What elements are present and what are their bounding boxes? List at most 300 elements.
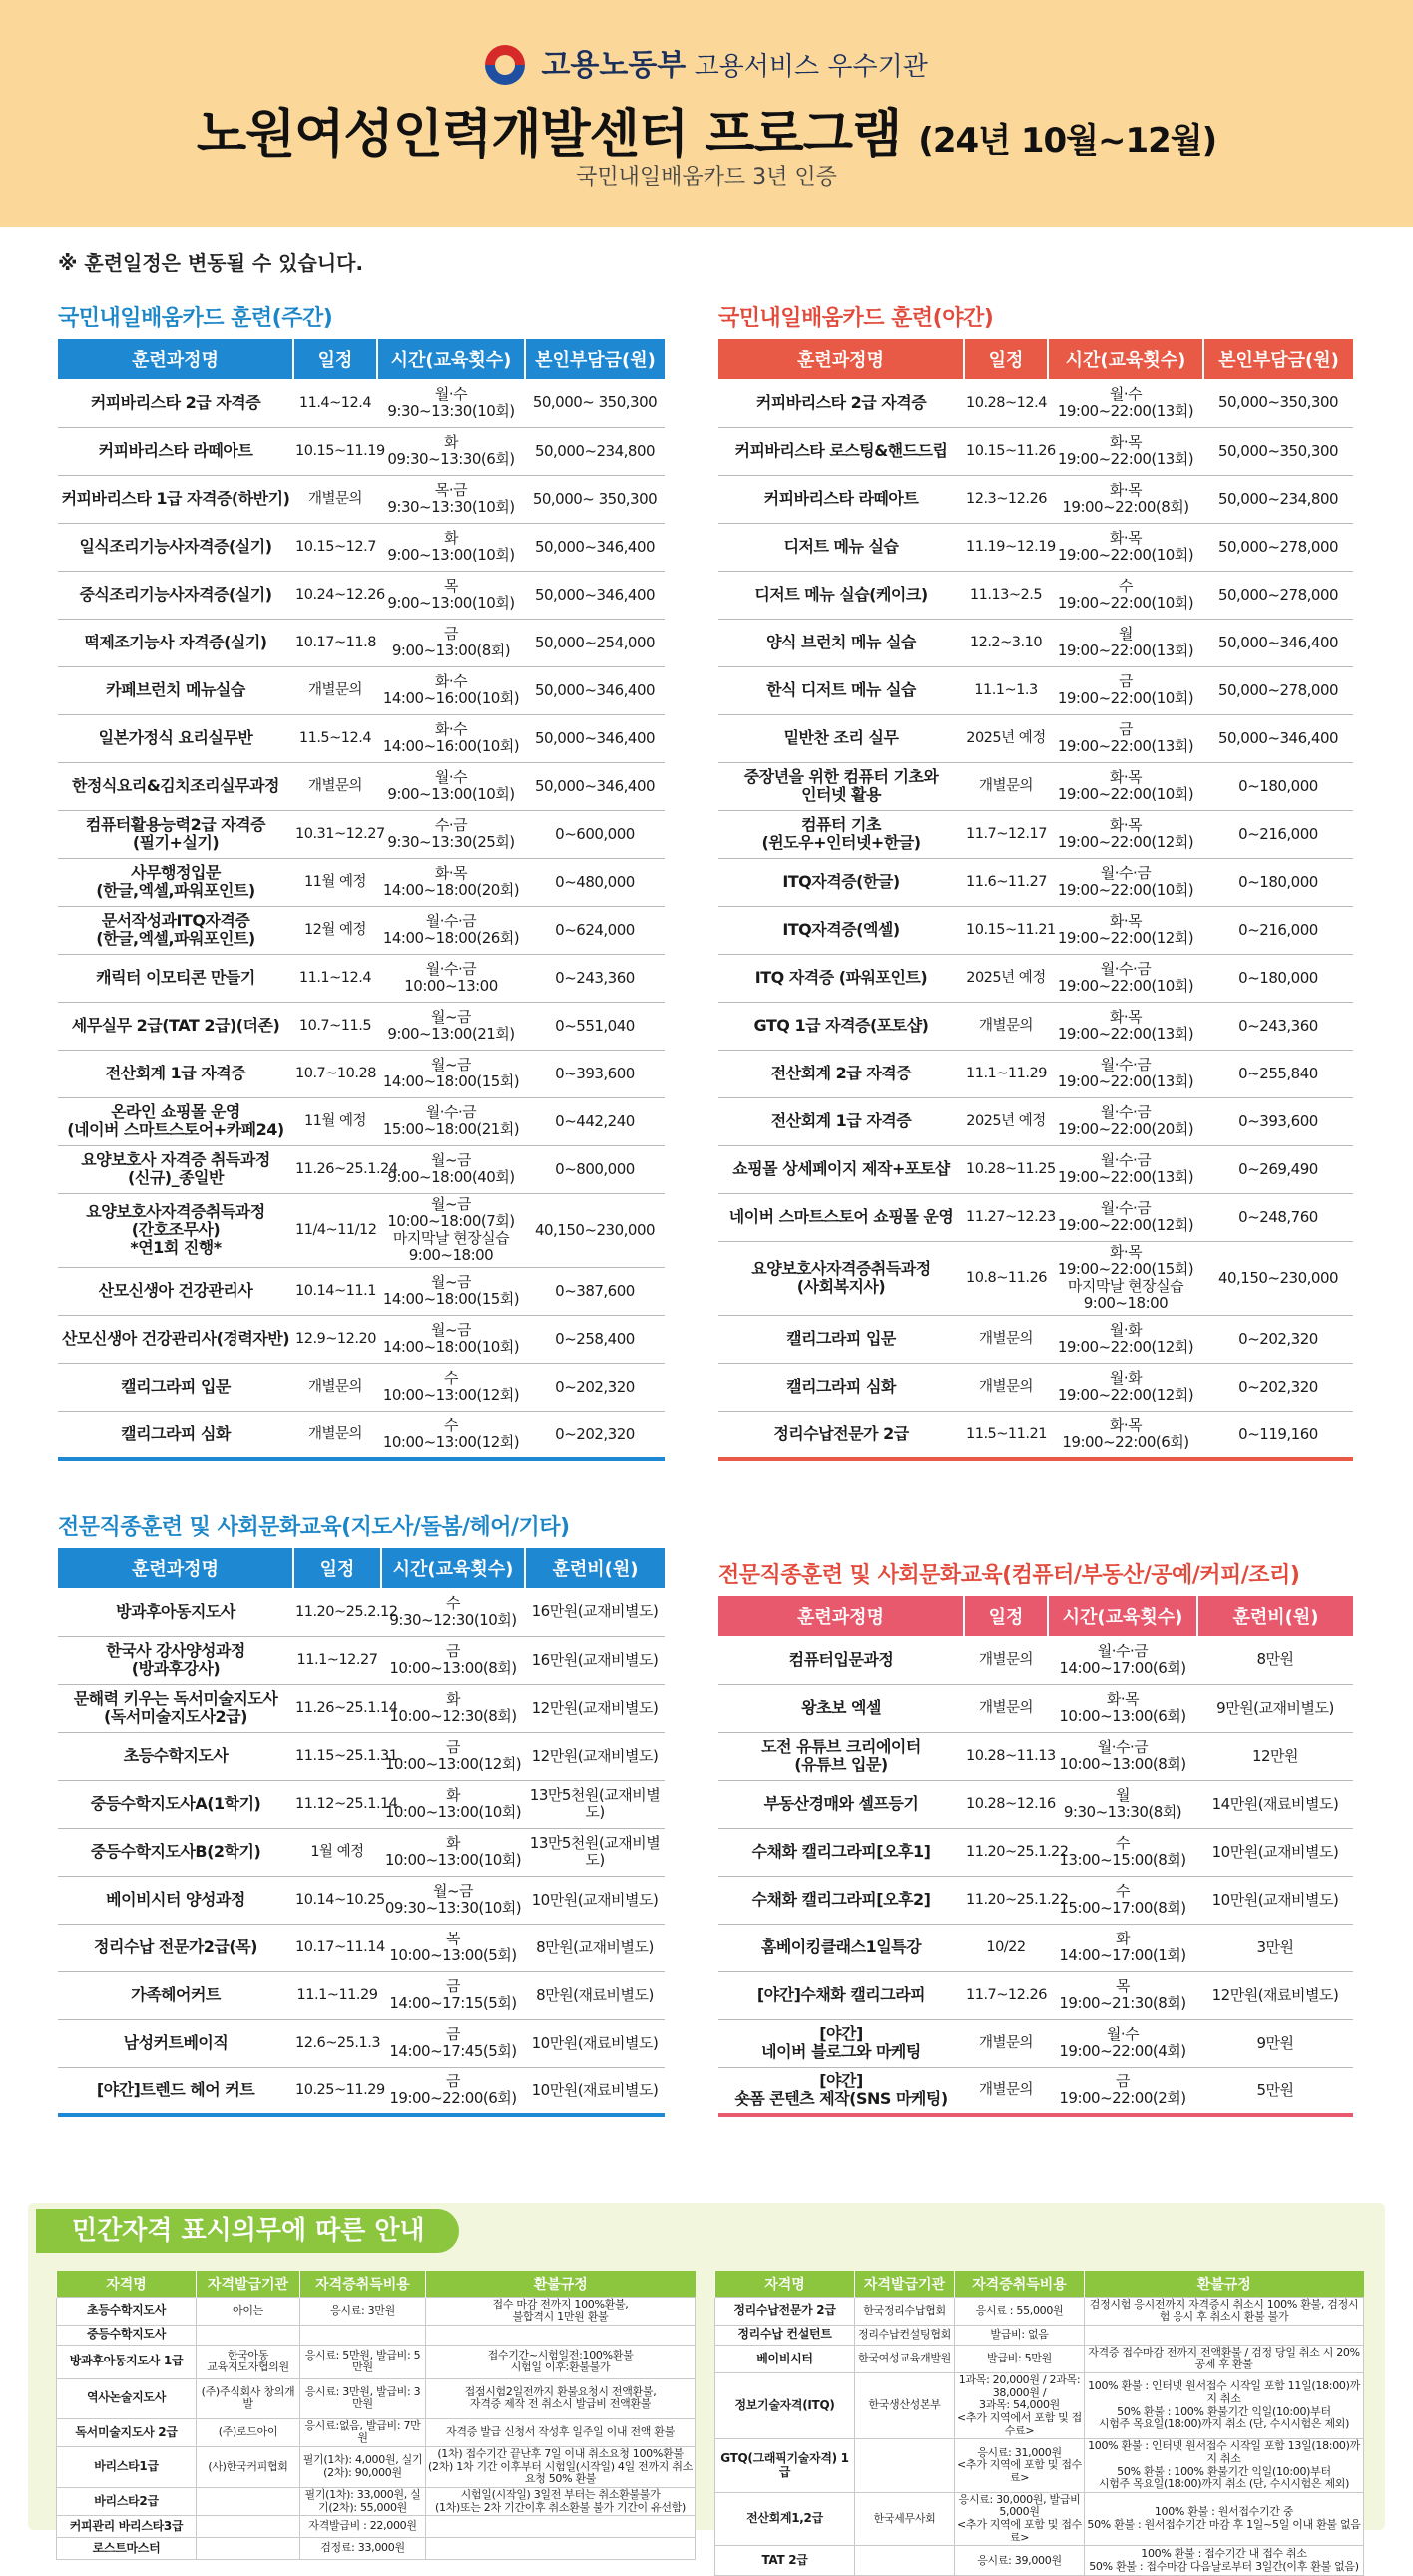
course-fee: 0~202,320 (1203, 1315, 1353, 1363)
org-subtitle: 고용서비스 우수기관 (694, 52, 928, 82)
course-name: 중장년을 위한 컴퓨터 기초와 인터넷 활용 (718, 762, 964, 810)
course-time: 화 10:00~12:30(8회) (381, 1684, 525, 1732)
course-schedule: 10.7~11.5 (293, 1002, 377, 1050)
table-row (718, 858, 1353, 906)
license-cost: 응시료: 3만원, 발급비: 3만원 (300, 2378, 426, 2418)
course-fee: 13만5천원(교재비별도) (525, 1780, 665, 1828)
course-name: 정리수납 전문가2급(목) (58, 1924, 293, 1971)
table-row (718, 714, 1353, 762)
column-header: 환불규정 (426, 2271, 696, 2297)
course-schedule: 11.26~25.1.14 (293, 1684, 381, 1732)
course-schedule: 10.28~11.25 (964, 1145, 1048, 1193)
course-name: 수채화 캘리그라피[오후1] (718, 1828, 964, 1876)
license-name: 전산회계1,2급 (715, 2492, 855, 2546)
license-issuer (855, 2546, 955, 2576)
course-schedule: 개별문의 (293, 666, 377, 714)
table-row (718, 1684, 1353, 1732)
course-time: 금 9:00~13:00(8회) (377, 619, 525, 666)
license-guide-title: 민간자격 표시의무에 따른 안내 (36, 2209, 459, 2253)
column-header: 훈련과정명 (718, 339, 964, 379)
course-name: 세무실무 2급(TAT 2급)(더존) (58, 1002, 293, 1050)
license-table-right (714, 2271, 1364, 2576)
table-row (58, 379, 665, 427)
license-cost: 발급비: 5만원 (955, 2345, 1085, 2372)
course-time: 화·목 19:00~22:00(13회) (1048, 427, 1203, 475)
course-schedule: 11월 예정 (293, 1097, 377, 1145)
course-name: 사무행정입문 (한글,엑셀,파워포인트) (58, 858, 293, 906)
table-row (58, 427, 665, 475)
course-schedule: 개별문의 (293, 762, 377, 810)
table-row (718, 1411, 1353, 1459)
course-name: 초등수학지도사 (58, 1732, 293, 1780)
course-fee: 50,000~ 350,300 (525, 379, 665, 427)
course-time: 월·수·금 19:00~22:00(10회) (1048, 954, 1203, 1002)
course-name: 도전 유튜브 크리에이터 (유튜브 입문) (718, 1732, 964, 1780)
course-fee: 13만5천원(교재비별도) (525, 1828, 665, 1876)
table-row (718, 1145, 1353, 1193)
course-schedule: 12월 예정 (293, 906, 377, 954)
table-row (718, 1780, 1353, 1828)
pro-right-table (718, 1596, 1353, 2117)
license-cost: 응시료: 31,000원 <추가 지역에 포함 및 접수료> (955, 2439, 1085, 2493)
refund-policy: 100% 환불 : 인터넷 원서접수 시작일 포함 11일(18:00)까지 취소 50% 환불 : 100% 환불기간 익일(10:00)부터 시험주 목요일(18:00)까지 취소 (단, 수시시험은 제외) (1085, 2373, 1364, 2439)
course-schedule: 2025년 예정 (964, 954, 1048, 1002)
course-name: 디저트 메뉴 실습 (718, 523, 964, 571)
table-row (718, 379, 1353, 427)
course-time: 월·수·금 10:00~13:00 (377, 954, 525, 1002)
course-fee: 12만원 (1197, 1732, 1353, 1780)
table-row (718, 1636, 1353, 1684)
course-schedule: 개별문의 (964, 1002, 1048, 1050)
course-schedule: 10.7~10.28 (293, 1050, 377, 1097)
table-row (58, 1588, 665, 1636)
course-fee: 0~387,600 (525, 1267, 665, 1315)
course-schedule: 10.25~11.29 (293, 2067, 381, 2115)
course-schedule: 1월 예정 (293, 1828, 381, 1876)
table-row (715, 2546, 1364, 2576)
course-fee: 14만원(재료비별도) (1197, 1780, 1353, 1828)
course-time: 월·수·금 19:00~22:00(13회) (1048, 1050, 1203, 1097)
license-name: 정리수납전문가 2급 (715, 2297, 855, 2325)
refund-policy (426, 2325, 696, 2345)
table-row (715, 2492, 1364, 2546)
course-time: 화·수 14:00~16:00(10회) (377, 714, 525, 762)
license-issuer: 한국아동 교육지도자협의원 (197, 2345, 300, 2378)
column-header: 시간(교육횟수) (381, 1548, 525, 1588)
license-table-left (56, 2271, 696, 2560)
course-fee: 0~269,490 (1203, 1145, 1353, 1193)
license-issuer: 정리수납컨설팅협회 (855, 2325, 955, 2345)
course-fee: 0~624,000 (525, 906, 665, 954)
license-issuer (197, 2325, 300, 2345)
course-schedule: 10.17~11.14 (293, 1924, 381, 1971)
course-time: 월·화 19:00~22:00(12회) (1048, 1363, 1203, 1411)
course-fee: 0~393,600 (1203, 1097, 1353, 1145)
course-time: 수·금 9:30~13:30(25회) (377, 810, 525, 858)
course-time: 금 19:00~22:00(13회) (1048, 714, 1203, 762)
course-time: 월·수·금 15:00~18:00(21회) (377, 1097, 525, 1145)
course-name: 산모신생아 건강관리사 (58, 1267, 293, 1315)
course-time: 수 10:00~13:00(12회) (377, 1411, 525, 1459)
course-name: 컴퓨터 기초 (윈도우+인터넷+한글) (718, 810, 964, 858)
column-header: 훈련비(원) (525, 1548, 665, 1588)
table-row (58, 475, 665, 523)
course-fee: 0~255,840 (1203, 1050, 1353, 1097)
course-name: 전산회계 1급 자격증 (718, 1097, 964, 1145)
refund-policy: 100% 환불 : 인터넷 원서접수 시작일 포함 13일(18:00)까지 취소 50% 환불 : 100% 환불기간 익일(10:00)부터 시험주 목요일(18:00)까지 취소 (단, 수시시험은 제외) (1085, 2439, 1364, 2493)
column-header: 자격명 (57, 2271, 197, 2297)
course-schedule: 11.27~12.23 (964, 1193, 1048, 1241)
course-name: 한정식요리&김치조리실무과정 (58, 762, 293, 810)
table-row (718, 475, 1353, 523)
course-time: 화 10:00~13:00(10회) (381, 1828, 525, 1876)
course-name: GTQ 1급 자격증(포토샵) (718, 1002, 964, 1050)
course-fee: 50,000~350,300 (1203, 427, 1353, 475)
course-fee: 8만원 (1197, 1636, 1353, 1684)
course-schedule: 개별문의 (293, 475, 377, 523)
course-schedule: 10/22 (964, 1924, 1048, 1971)
course-name: 커피바리스타 2급 자격증 (58, 379, 293, 427)
pro-right-title: 전문직종훈련 및 사회문화교육(컴퓨터/부동산/공예/커피/조리) (718, 1563, 1300, 1588)
course-fee: 0~600,000 (525, 810, 665, 858)
course-time: 수 19:00~22:00(10회) (1048, 571, 1203, 619)
license-issuer (855, 2439, 955, 2493)
course-time: 월 9:30~13:30(8회) (1048, 1780, 1197, 1828)
course-name: 부동산경매와 셀프등기 (718, 1780, 964, 1828)
course-schedule: 10.14~11.1 (293, 1267, 377, 1315)
course-schedule: 10.28~12.4 (964, 379, 1048, 427)
course-name: 온라인 쇼핑몰 운영 (네이버 스마트스토어+카페24) (58, 1097, 293, 1145)
refund-policy: 접수 마감 전까지 100%환불, 불합격시 1만원 환불 (426, 2297, 696, 2325)
license-issuer (197, 2487, 300, 2515)
table-row (57, 2297, 696, 2325)
course-fee: 50,000~254,000 (525, 619, 665, 666)
table-row (58, 1193, 665, 1267)
course-schedule: 11.20~25.1.22 (964, 1828, 1048, 1876)
license-name: 바리스타1급 (57, 2447, 197, 2488)
table-header-row (718, 1596, 1353, 1636)
course-fee: 50,000~346,400 (1203, 714, 1353, 762)
refund-policy: 자격증 발급 신청서 작성후 일주일 이내 전액 환불 (426, 2418, 696, 2446)
course-fee: 0~180,000 (1203, 762, 1353, 810)
course-time: 월~금 14:00~18:00(10회) (377, 1315, 525, 1363)
course-name: 커피바리스타 2급 자격증 (718, 379, 964, 427)
course-fee: 0~800,000 (525, 1145, 665, 1193)
course-time: 수 15:00~17:00(8회) (1048, 1876, 1197, 1924)
course-fee: 50,000~ 350,300 (525, 475, 665, 523)
course-time: 월·수·금 19:00~22:00(13회) (1048, 1145, 1203, 1193)
table-row (57, 2418, 696, 2446)
license-cost: 응시료:없음, 발급비: 7만원 (300, 2418, 426, 2446)
table-row (718, 2067, 1353, 2115)
course-fee: 0~248,760 (1203, 1193, 1353, 1241)
course-name: [야간]수채화 캘리그라피 (718, 1971, 964, 2019)
pro-left-table (58, 1548, 665, 2117)
course-time: 화·목 19:00~22:00(6회) (1048, 1411, 1203, 1459)
course-schedule: 11/4~11/12 (293, 1193, 377, 1267)
course-schedule: 개별문의 (964, 1636, 1048, 1684)
table-row (58, 1315, 665, 1363)
course-name: 네이버 스마트스토어 쇼핑몰 운영 (718, 1193, 964, 1241)
course-name: 캘리그라피 심화 (718, 1363, 964, 1411)
table-row (58, 1971, 665, 2019)
course-time: 월·수 19:00~22:00(13회) (1048, 379, 1203, 427)
course-fee: 0~180,000 (1203, 954, 1353, 1002)
table-row (58, 1924, 665, 1971)
org-name: 고용노동부 (541, 48, 687, 83)
license-cost: 검정료: 33,000원 (300, 2538, 426, 2560)
table-row (57, 2325, 696, 2345)
course-schedule: 11.1~12.4 (293, 954, 377, 1002)
course-fee: 50,000~278,000 (1203, 571, 1353, 619)
course-schedule: 11.1~1.3 (964, 666, 1048, 714)
course-fee: 9만원 (1197, 2019, 1353, 2067)
course-name: 중등수학지도사A(1학기) (58, 1780, 293, 1828)
course-fee: 50,000~346,400 (525, 666, 665, 714)
license-name: 방과후아동지도사 1급 (57, 2345, 197, 2378)
course-fee: 10만원(교재비별도) (525, 1876, 665, 1924)
refund-policy: 100% 환불 : 접수기간 내 접수 취소 50% 환불 : 접수마감 다음날로부터 3일간(이후 환불 없음) (1085, 2546, 1364, 2576)
course-name: 베이비시터 양성과정 (58, 1876, 293, 1924)
course-fee: 16만원(교재비별도) (525, 1636, 665, 1684)
course-name: 컴퓨터활용능력2급 자격증 (필기+실기) (58, 810, 293, 858)
table-row (718, 571, 1353, 619)
night-card-table (718, 339, 1353, 1461)
license-issuer: 한국세무사회 (855, 2492, 955, 2546)
refund-policy (426, 2538, 696, 2560)
course-name: 전산회계 1급 자격증 (58, 1050, 293, 1097)
schedule-notice: ※ 훈련일정은 변동될 수 있습니다. (58, 251, 364, 275)
course-schedule: 개별문의 (964, 1684, 1048, 1732)
course-fee: 0~119,160 (1203, 1411, 1353, 1459)
license-name: GTQ(그래픽기술자격) 1급 (715, 2439, 855, 2493)
title-text: 노원여성인력개발센터 프로그램 (196, 105, 902, 165)
table-row (718, 1315, 1353, 1363)
refund-policy: 검정시험 응시전까지 자격증시 취소시 100% 환불, 검정시험 응시 후 취소시 환불 불가 (1085, 2297, 1364, 2325)
table-row (718, 1241, 1353, 1315)
course-schedule: 10.24~12.26 (293, 571, 377, 619)
course-time: 월·수·금 14:00~18:00(26회) (377, 906, 525, 954)
course-time: 목 9:00~13:00(10회) (377, 571, 525, 619)
course-time: 월·수·금 14:00~17:00(6회) (1048, 1636, 1197, 1684)
course-fee: 10만원(교재비별도) (1197, 1876, 1353, 1924)
course-schedule: 10.15~11.26 (964, 427, 1048, 475)
column-header: 시간(교육횟수) (377, 339, 525, 379)
course-schedule: 12.9~12.20 (293, 1315, 377, 1363)
course-name: 캘리그라피 입문 (718, 1315, 964, 1363)
table-row (58, 619, 665, 666)
table-header-row (58, 1548, 665, 1588)
license-cost: 응시료: 30,000원, 발급비 5,000원 <추가 지역에 포함 및 접수료> (955, 2492, 1085, 2546)
course-time: 월·수·금 19:00~22:00(10회) (1048, 858, 1203, 906)
table-row (718, 1732, 1353, 1780)
course-time: 화 9:00~13:00(10회) (377, 523, 525, 571)
table-row (58, 2019, 665, 2067)
course-name: 가족헤어커트 (58, 1971, 293, 2019)
license-cost: 응시료: 5만원, 발급비: 5만원 (300, 2345, 426, 2378)
license-name: 역사논술지도사 (57, 2378, 197, 2418)
course-time: 월~금 14:00~18:00(15회) (377, 1267, 525, 1315)
table-row (58, 714, 665, 762)
table-row (718, 666, 1353, 714)
course-time: 월~금 9:00~13:00(21회) (377, 1002, 525, 1050)
course-name: 전산회계 2급 자격증 (718, 1050, 964, 1097)
course-schedule: 개별문의 (964, 762, 1048, 810)
course-schedule: 10.17~11.8 (293, 619, 377, 666)
course-time: 화 14:00~17:00(1회) (1048, 1924, 1197, 1971)
course-time: 금 14:00~17:45(5회) (381, 2019, 525, 2067)
day-card-table (58, 339, 665, 1461)
course-fee: 0~216,000 (1203, 810, 1353, 858)
course-schedule: 11.1~11.29 (293, 1971, 381, 2019)
course-time: 화·목 19:00~22:00(12회) (1048, 906, 1203, 954)
course-schedule: 10.15~12.7 (293, 523, 377, 571)
certification-text: 국민내일배움카드 3년 인증 (576, 165, 837, 190)
table-row (715, 2439, 1364, 2493)
course-time: 화·목 14:00~18:00(20회) (377, 858, 525, 906)
table-row (58, 1780, 665, 1828)
license-cost: 필기(1차): 33,000원, 실기(2차): 55,000원 (300, 2487, 426, 2515)
course-name: 방과후아동지도사 (58, 1588, 293, 1636)
course-schedule: 10.8~11.26 (964, 1241, 1048, 1315)
table-row (58, 1684, 665, 1732)
license-issuer: (주)로드아이 (197, 2418, 300, 2446)
course-fee: 0~202,320 (525, 1411, 665, 1459)
course-fee: 0~243,360 (525, 954, 665, 1002)
course-name: [야간] 네이버 블로그와 마케팅 (718, 2019, 964, 2067)
table-row (718, 1097, 1353, 1145)
course-name: 요양보호사자격증취득과정 (간호조무사) *연1회 진행* (58, 1193, 293, 1267)
course-fee: 0~216,000 (1203, 906, 1353, 954)
license-issuer: 한국생산성본부 (855, 2373, 955, 2439)
course-name: 요양보호사 자격증 취득과정 (신규)_종일반 (58, 1145, 293, 1193)
course-schedule: 11.20~25.2.12 (293, 1588, 381, 1636)
refund-policy: (1차) 접수기간 끝난후 7일 이내 취소요청 100%환불 (2차) 1차 기간 이후부터 시험일(시작일) 4일 전까지 취소요청 50% 환불 (426, 2447, 696, 2488)
column-header: 일정 (964, 1596, 1048, 1636)
course-name: 커피바리스타 1급 자격증(하반기) (58, 475, 293, 523)
course-name: 홈베이킹클래스1일특강 (718, 1924, 964, 1971)
course-time: 금 19:00~22:00(10회) (1048, 666, 1203, 714)
course-time: 금 10:00~13:00(8회) (381, 1636, 525, 1684)
column-header: 본인부담금(원) (1203, 339, 1353, 379)
column-header: 훈련비(원) (1197, 1596, 1353, 1636)
column-header: 자격명 (715, 2271, 855, 2297)
license-name: 바리스타2급 (57, 2487, 197, 2515)
course-schedule: 2025년 예정 (964, 1097, 1048, 1145)
table-row (57, 2447, 696, 2488)
refund-policy: 접점시험2일전까지 환불요청시 전액환불, 자격증 제작 전 취소시 발급비 전액환불 (426, 2378, 696, 2418)
table-row (58, 666, 665, 714)
course-time: 월·수 19:00~22:00(4회) (1048, 2019, 1197, 2067)
course-time: 월·수 9:00~13:00(10회) (377, 762, 525, 810)
course-fee: 3만원 (1197, 1924, 1353, 1971)
course-fee: 40,150~230,000 (1203, 1241, 1353, 1315)
table-row (58, 1267, 665, 1315)
course-schedule: 11.1~11.29 (964, 1050, 1048, 1097)
org-brand (0, 40, 1413, 85)
course-time: 화·목 19:00~22:00(15회) 마지막날 현장실습 9:00~18:00 (1048, 1241, 1203, 1315)
course-name: 중식조리기능사자격증(실기) (58, 571, 293, 619)
course-fee: 0~258,400 (525, 1315, 665, 1363)
column-header: 훈련과정명 (718, 1596, 964, 1636)
course-fee: 50,000~346,400 (525, 571, 665, 619)
course-fee: 12만원(재료비별도) (1197, 1971, 1353, 2019)
table-row (718, 1828, 1353, 1876)
refund-policy: 시험일(시작일) 3일전 부터는 취소환불불가 (1차)또는 2차 기간이후 취소환불 불가 기간이 유선함) (426, 2487, 696, 2515)
day-card-title: 국민내일배움카드 훈련(주간) (58, 306, 333, 331)
course-time: 월~금 9:00~18:00(40회) (377, 1145, 525, 1193)
course-name: 캘리그라피 심화 (58, 1411, 293, 1459)
table-header-row (58, 339, 665, 379)
course-schedule: 10.28~12.16 (964, 1780, 1048, 1828)
license-name: 커피관리 바리스타3급 (57, 2516, 197, 2538)
column-header: 일정 (964, 339, 1048, 379)
table-row (58, 810, 665, 858)
course-name: 일식조리기능사자격증(실기) (58, 523, 293, 571)
column-header: 훈련과정명 (58, 339, 293, 379)
course-fee: 10만원(재료비별도) (525, 2067, 665, 2115)
column-header: 시간(교육횟수) (1048, 339, 1203, 379)
table-row (58, 954, 665, 1002)
course-name: ITQ자격증(엑셀) (718, 906, 964, 954)
table-row (57, 2345, 696, 2378)
table-row (715, 2325, 1364, 2345)
table-row (718, 2019, 1353, 2067)
table-row (58, 1828, 665, 1876)
table-row (718, 1193, 1353, 1241)
course-fee: 0~202,320 (1203, 1363, 1353, 1411)
course-name: 양식 브런치 메뉴 실습 (718, 619, 964, 666)
course-name: 밑반찬 조리 실무 (718, 714, 964, 762)
license-name: TAT 2급 (715, 2546, 855, 2576)
course-fee: 50,000~346,400 (525, 762, 665, 810)
course-name: 산모신생아 건강관리사(경력자반) (58, 1315, 293, 1363)
course-schedule: 12.3~12.26 (964, 475, 1048, 523)
refund-policy: 자격증 접수마감 전까지 전액환불 / 검정 당일 취소 시 20%공제 후 환불 (1085, 2345, 1364, 2372)
table-row (58, 1732, 665, 1780)
license-issuer (197, 2538, 300, 2560)
course-schedule: 2025년 예정 (964, 714, 1048, 762)
table-row (718, 1363, 1353, 1411)
table-row (58, 2067, 665, 2115)
license-name: 독서미술지도사 2급 (57, 2418, 197, 2446)
table-row (718, 523, 1353, 571)
course-time: 월~금 14:00~18:00(15회) (377, 1050, 525, 1097)
refund-policy: 접수기간~시험일전:100%환불 시험일 이후:환불불가 (426, 2345, 696, 2378)
course-name: 정리수납전문가 2급 (718, 1411, 964, 1459)
course-schedule: 11.7~12.17 (964, 810, 1048, 858)
table-header-row (718, 339, 1353, 379)
license-cost: 자격발급비 : 22,000원 (300, 2516, 426, 2538)
course-schedule: 10.15~11.19 (293, 427, 377, 475)
license-cost (300, 2325, 426, 2345)
page-header (0, 0, 1413, 227)
course-time: 화·목 19:00~22:00(13회) (1048, 1002, 1203, 1050)
table-row (58, 1145, 665, 1193)
course-schedule: 11.4~12.4 (293, 379, 377, 427)
pro-left-title: 전문직종훈련 및 사회문화교육(지도사/돌봄/헤어/기타) (58, 1515, 570, 1540)
course-fee: 50,000~350,300 (1203, 379, 1353, 427)
license-name: 정리수납 컨설턴트 (715, 2325, 855, 2345)
column-header: 자격발급기관 (855, 2271, 955, 2297)
course-time: 화·목 19:00~22:00(12회) (1048, 810, 1203, 858)
course-schedule: 개별문의 (964, 1363, 1048, 1411)
course-time: 목 10:00~13:00(5회) (381, 1924, 525, 1971)
license-header-row (57, 2271, 696, 2297)
course-schedule: 개별문의 (293, 1411, 377, 1459)
table-row (58, 1876, 665, 1924)
course-schedule: 11.5~12.4 (293, 714, 377, 762)
